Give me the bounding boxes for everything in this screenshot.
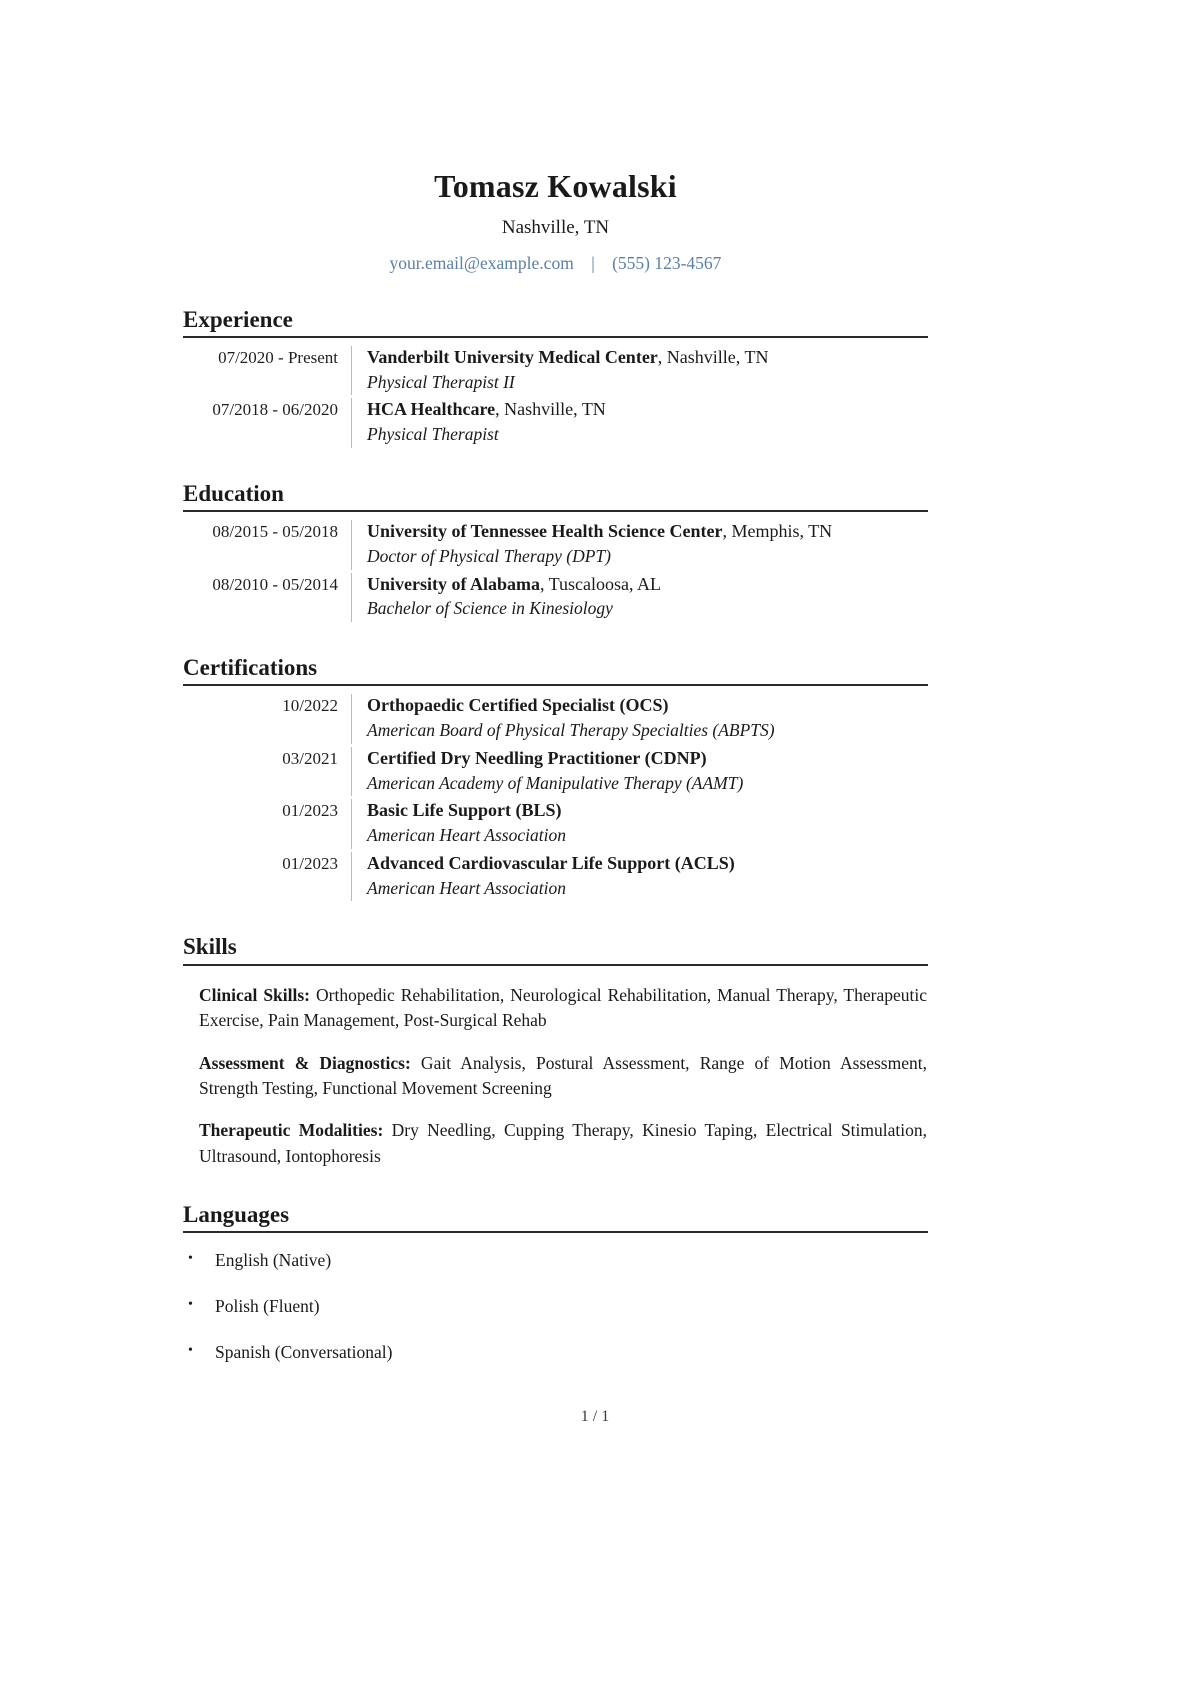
- skill-category-values: Orthopedic Rehabilitation, Neurological Rehabilitation, Manual Therapy, Therapeutic Exercise, Pain Management, Post-Surgical Rehab: [199, 984, 927, 1031]
- entry-location: , Tuscaloosa, AL: [540, 573, 662, 594]
- entry-body: [351, 398, 928, 448]
- entry-body: [351, 573, 928, 623]
- bullet-icon: •: [188, 1251, 193, 1267]
- header-location: Nashville, TN: [501, 216, 610, 238]
- entry-date: 07/2018 - 06/2020: [212, 400, 338, 420]
- entry-body: [351, 747, 928, 797]
- table-row: [183, 398, 928, 448]
- phone-link[interactable]: (555) 123-4567: [612, 252, 722, 273]
- entry-body: [351, 346, 928, 396]
- table-row: [183, 747, 928, 797]
- section-heading-education: Education: [183, 480, 284, 506]
- section-divider: [183, 1231, 928, 1233]
- section-education: [183, 481, 928, 622]
- table-row: [183, 346, 928, 396]
- entry-location: , Nashville, TN: [657, 346, 769, 367]
- entry-organization: Basic Life Support (BLS): [367, 800, 562, 821]
- entry-subtitle: American Heart Association: [367, 825, 566, 846]
- section-divider: [183, 964, 928, 966]
- entry-subtitle: Doctor of Physical Therapy (DPT): [367, 545, 611, 566]
- entry-heading: [367, 694, 928, 718]
- entry-organization: Certified Dry Needling Practitioner (CDNP): [367, 747, 707, 768]
- table-row: [183, 694, 928, 744]
- contact-separator: |: [591, 252, 595, 273]
- table-row: [183, 852, 928, 902]
- language-label: Spanish (Conversational): [215, 1341, 393, 1362]
- entry-organization: University of Alabama: [367, 573, 540, 594]
- section-divider: [183, 510, 928, 512]
- entry-subtitle: American Board of Physical Therapy Specialties (ABPTS): [367, 720, 775, 741]
- entry-body: [351, 852, 928, 902]
- entry-body: [351, 694, 928, 744]
- resume-content: [183, 0, 928, 1364]
- entry-heading: [367, 398, 928, 422]
- section-divider: [183, 684, 928, 686]
- page-title: Tomasz Kowalski: [434, 168, 677, 204]
- entry-organization: University of Tennessee Health Science Center: [367, 521, 723, 542]
- entry-organization: Orthopaedic Certified Specialist (OCS): [367, 695, 669, 716]
- entry-organization: Vanderbilt University Medical Center: [367, 346, 658, 367]
- entry-date: 07/2020 - Present: [218, 347, 338, 367]
- entry-subtitle: American Academy of Manipulative Therapy (AAMT): [367, 772, 744, 793]
- skill-group: [183, 1051, 928, 1102]
- list-item: [183, 1249, 928, 1272]
- list-item: [183, 1295, 928, 1318]
- table-row: [183, 573, 928, 623]
- table-row: [183, 799, 928, 849]
- section-experience: [183, 307, 928, 448]
- entry-date: 03/2021: [282, 748, 338, 768]
- section-languages: [183, 1202, 928, 1364]
- skill-category-label: Clinical Skills:: [199, 984, 311, 1005]
- contact-line: [183, 253, 928, 274]
- section-heading-skills: Skills: [183, 934, 237, 960]
- email-link[interactable]: your.email@example.com: [389, 252, 574, 273]
- section-heading-certifications: Certifications: [183, 655, 318, 681]
- section-heading-experience: Experience: [183, 306, 293, 332]
- entry-date: 08/2015 - 05/2018: [212, 522, 338, 542]
- entry-date: 08/2010 - 05/2014: [212, 574, 338, 594]
- entry-organization: HCA Healthcare: [367, 399, 496, 420]
- skill-group: [183, 1118, 928, 1169]
- section-skills: [183, 934, 928, 1169]
- skill-group: [183, 983, 928, 1034]
- entry-heading: [367, 852, 928, 876]
- entry-subtitle: Physical Therapist: [367, 424, 499, 445]
- entry-organization: Advanced Cardiovascular Life Support (ACLS): [367, 852, 735, 873]
- entry-location: , Nashville, TN: [495, 399, 606, 420]
- entry-date: 10/2022: [282, 696, 338, 716]
- entry-body: [351, 799, 928, 849]
- table-row: [183, 520, 928, 570]
- language-label: English (Native): [215, 1250, 332, 1271]
- skill-category-label: Therapeutic Modalities:: [199, 1120, 384, 1141]
- section-divider: [183, 336, 928, 338]
- languages-list: [183, 1249, 928, 1363]
- language-label: Polish (Fluent): [215, 1296, 320, 1317]
- skill-category-label: Assessment & Diagnostics:: [199, 1052, 411, 1073]
- entry-heading: [367, 747, 928, 771]
- skill-category-values: Dry Needling, Cupping Therapy, Kinesio Taping, Electrical Stimulation, Ultrasound, Iontophoresis: [199, 1120, 927, 1166]
- bullet-icon: •: [188, 1342, 193, 1358]
- page-indicator: 1 / 1: [580, 1408, 610, 1425]
- section-heading-languages: Languages: [183, 1202, 290, 1228]
- entry-heading: [367, 799, 928, 823]
- entry-heading: [367, 573, 928, 597]
- entry-date: 01/2023: [282, 801, 338, 821]
- entry-subtitle: American Heart Association: [367, 877, 566, 898]
- bullet-icon: •: [188, 1297, 193, 1313]
- entry-heading: [367, 346, 928, 370]
- skill-category-values: Gait Analysis, Postural Assessment, Range of Motion Assessment, Strength Testing, Functional Movement Screening: [199, 1052, 927, 1098]
- list-item: [183, 1341, 928, 1364]
- entry-subtitle: Physical Therapist II: [367, 371, 515, 392]
- section-certifications: [183, 655, 928, 901]
- resume-header: [183, 0, 928, 274]
- entry-date: 01/2023: [282, 853, 338, 873]
- entry-subtitle: Bachelor of Science in Kinesiology: [367, 598, 613, 619]
- entry-location: , Memphis, TN: [722, 521, 833, 542]
- entry-heading: [367, 520, 928, 544]
- entry-body: [351, 520, 928, 570]
